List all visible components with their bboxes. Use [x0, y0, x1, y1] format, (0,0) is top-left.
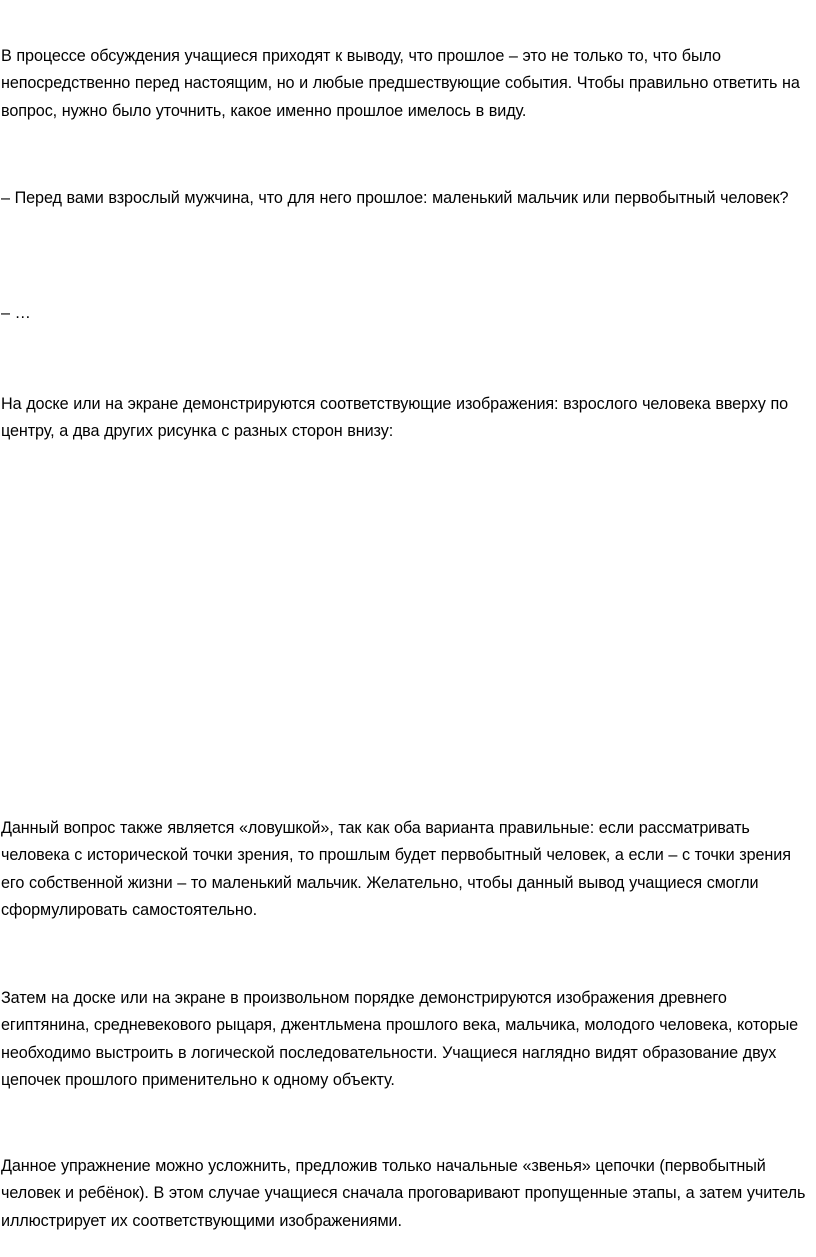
paragraph-sequence-exercise: Затем на доске или на экране в произвольном порядке демонстрируются изображения древнего египтянина, средневекового рыцаря, джентльмена прошлого века, мальчика, молодого человека, которые необходимо выстроить в логической последовательности. Учащиеся наглядно видят образование двух цепочек прошлого применительно к одному объекту. [1, 989, 799, 1090]
paragraph-question: – Перед вами взрослый мужчина, что для него прошлое: маленький мальчик или первобытный человек? [1, 189, 789, 207]
paragraph-ellipsis-answer: – … [1, 304, 31, 322]
paragraph-images-demo: На доске или на экране демонстрируются соответствующие изображения: взрослого человека вверху по центру, а два других рисунка с разных сторон внизу: [1, 395, 789, 441]
paragraph-past-conclusion: В процессе обсуждения учащиеся приходят к выводу, что прошлое – это не только то, что было непосредственно перед настоящим, но и любые предшествующие события. Чтобы правильно ответить на вопрос, нужно было уточнить, какое именно прошлое имелось в виду. [1, 47, 800, 120]
paragraph-complication: Данное упражнение можно усложнить, предложив только начальные «звенья» цепочки (первобытный человек и ребёнок). В этом случае учащиеся сначала проговаривают пропущенные этапы, а затем учитель иллюстрирует их соответствующими изображениями. [1, 1157, 806, 1230]
paragraph-trap-question: Данный вопрос также является «ловушкой», так как оба варианта правильные: если рассматривать человека с исторической точки зрения, то прошлым будет первобытный человек, а если – с точки зрения его собственной жизни – то маленький мальчик. Желательно, чтобы данный вывод учащиеся смогли сформулировать самостоятельно. [1, 819, 791, 920]
